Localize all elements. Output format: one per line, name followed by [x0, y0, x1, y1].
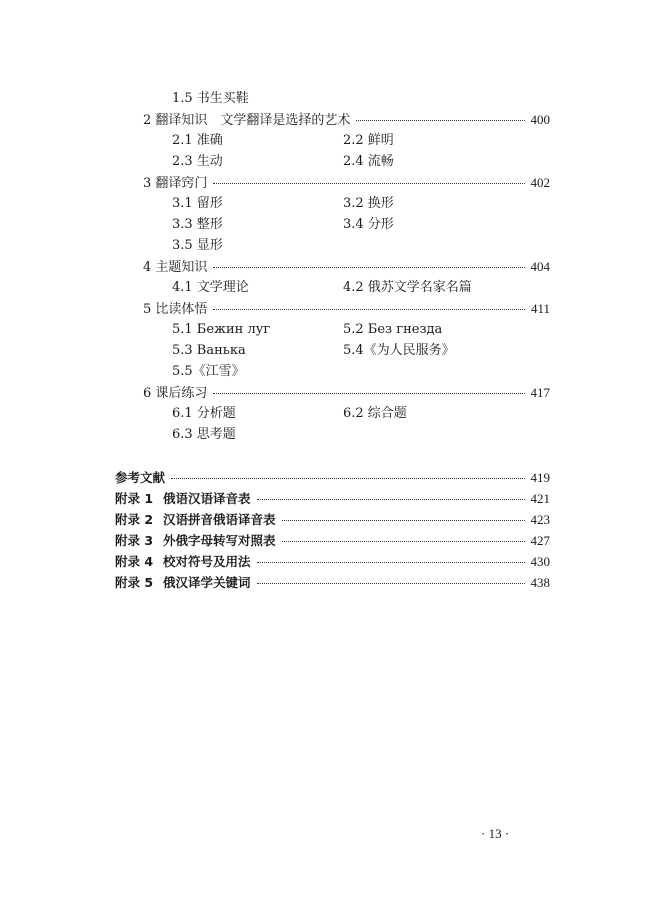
toc-entry-5-3: 5.3 Ванька: [172, 343, 246, 358]
toc-page-number: 404: [530, 259, 550, 274]
toc-section-title: 5 比读体悟: [143, 302, 208, 317]
toc-page-number: 421: [530, 491, 550, 506]
toc-leader-dots: [257, 489, 525, 500]
toc-entry-5-4: 5.4《为人民服务》: [343, 343, 455, 358]
toc-appendix-label: 附录 2: [115, 512, 154, 527]
toc-section-4: [143, 257, 550, 277]
toc-entry-3-5: 3.5 显形: [172, 238, 223, 253]
toc-page-number: 417: [530, 385, 550, 400]
toc-leader-dots: [282, 510, 525, 521]
toc-entry-5-1: 5.1 Бежин луг: [172, 322, 271, 337]
toc-section-title: 3 翻译窍门: [143, 176, 208, 191]
toc-appendix-1: [115, 489, 550, 509]
toc-entry-2-4: 2.4 流畅: [343, 154, 394, 169]
toc-page-number: 419: [530, 470, 550, 485]
toc-page-number: 402: [530, 175, 550, 190]
toc-entry-6-1: 6.1 分析题: [172, 406, 236, 421]
toc-appendix-label: 附录 1: [115, 491, 154, 506]
toc-page-number: 423: [530, 512, 550, 527]
toc-section-title: 4 主题知识: [143, 260, 208, 275]
toc-entry-2-2: 2.2 鲜明: [343, 133, 394, 148]
toc-entry-1-5: 1.5 书生买鞋: [172, 91, 249, 106]
toc-appendix-3: [115, 531, 550, 551]
toc-appendix-label: 附录 5: [115, 575, 154, 590]
toc-appendix-5: [115, 573, 550, 593]
toc-leader-dots: [257, 573, 525, 584]
toc-leader-dots: [356, 110, 524, 121]
page-number: · 13 ·: [481, 826, 510, 841]
toc-appendix-title: 汉语拼音俄语译音表: [163, 512, 276, 527]
toc-appendix-2: [115, 510, 550, 530]
toc-section-5: [143, 299, 550, 319]
toc-appendix-title: 校对符号及用法: [163, 554, 251, 569]
toc-entry-2-3: 2.3 生动: [172, 154, 223, 169]
toc-page-number: 438: [530, 575, 550, 590]
toc-entry-4-1: 4.1 文学理论: [172, 280, 249, 295]
toc-section-title: 2 翻译知识 文学翻译是选择的艺术: [143, 113, 351, 128]
toc-leader-dots: [213, 173, 524, 184]
toc-entry-3-4: 3.4 分形: [343, 217, 394, 232]
toc-entry-3-2: 3.2 换形: [343, 196, 394, 211]
toc-entry-6-2: 6.2 综合题: [343, 406, 407, 421]
toc-appendix-label: 附录 4: [115, 554, 154, 569]
toc-leader-dots: [213, 257, 524, 268]
toc-appendix-title: 俄语汉语译音表: [163, 491, 251, 506]
toc-entry-2-1: 2.1 准确: [172, 133, 223, 148]
toc-section-2: [143, 110, 550, 130]
toc-appendix-title: 俄汉译学关键词: [163, 575, 251, 590]
toc-page-number: 400: [530, 112, 550, 127]
toc-section-6: [143, 383, 550, 403]
toc-appendix-label: 附录 3: [115, 533, 154, 548]
toc-leader-dots: [213, 299, 525, 310]
toc-entry-6-3: 6.3 思考题: [172, 427, 236, 442]
toc-references: [115, 468, 550, 488]
toc-section-3: [143, 173, 550, 193]
toc-leader-dots: [282, 531, 525, 542]
toc-section-title: 6 课后练习: [143, 386, 208, 401]
toc-entry-4-2: 4.2 俄苏文学名家名篇: [343, 280, 472, 295]
toc-leader-dots: [257, 552, 525, 563]
toc-entry-3-1: 3.1 留形: [172, 196, 223, 211]
toc-entry-5-2: 5.2 Без гнезда: [343, 322, 443, 337]
toc-page-number: 430: [530, 554, 550, 569]
toc-back-label: 参考文献: [115, 470, 166, 485]
toc-entry-3-3: 3.3 整形: [172, 217, 223, 232]
toc-page-number: 427: [530, 533, 550, 548]
toc-appendix-4: [115, 552, 550, 572]
toc-page-number: 411: [530, 301, 550, 316]
toc-appendix-title: 外俄字母转写对照表: [163, 533, 276, 548]
toc-entry-5-5: 5.5《江雪》: [172, 364, 245, 379]
toc-leader-dots: [171, 468, 524, 479]
toc-leader-dots: [213, 383, 524, 394]
